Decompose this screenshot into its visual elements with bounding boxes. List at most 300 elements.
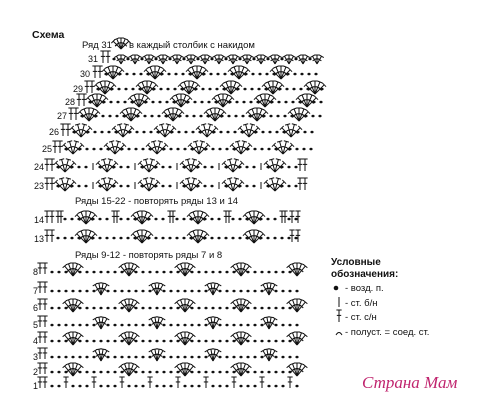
chain-stitch [204,290,207,293]
chain-stitch [201,88,204,91]
chain-stitch [127,148,130,151]
chain-stitch [181,73,184,76]
chain-stitch [178,115,181,118]
chain-stitch [162,340,165,343]
chain-stitch [259,237,262,240]
chain-stitch [134,340,137,343]
chain-stitch [252,166,255,169]
chain-stitch [175,237,178,240]
double-crochet-bar [119,130,123,131]
chain-stitch [260,371,263,374]
chain-stitch [281,371,284,374]
double-crochet-top [108,159,113,160]
chain-stitch [260,324,263,327]
chain-stitch [85,371,88,374]
chain-stitch [284,101,287,104]
legend-title-line2: обозначения: [331,269,399,280]
double-crochet-top [269,159,274,160]
double-crochet-top [208,124,213,125]
chain-stitch [119,218,122,221]
chain-stitch [182,58,185,61]
slip-stitch [336,333,342,336]
double-crochet-top [276,178,281,179]
row-number-2: 2 [32,367,38,377]
chain-stitch [150,115,153,118]
chain-stitch [169,290,172,293]
chain-stitch [288,148,291,151]
chain-stitch [106,371,109,374]
chain-stitch [253,307,256,310]
chain-stitch [192,115,195,118]
double-crochet-top [250,124,255,125]
chain-stitch [125,73,128,76]
chain-stitch [152,88,155,91]
chain-stitch [291,101,294,104]
chain-stitch [57,307,60,310]
double-crochet-bar [61,165,65,166]
double-crochet-bar [229,184,233,185]
chain-stitch [258,73,261,76]
double-crochet-top [82,124,87,125]
double-crochet-stitch [297,366,305,376]
chain-stitch [99,148,102,151]
chain-stitch [260,340,263,343]
double-crochet-bar [123,130,127,131]
chain-stitch [300,73,303,76]
double-crochet-top [242,141,247,142]
chain-stitch [236,88,239,91]
chain-stitch [225,371,228,374]
chain-stitch [190,307,193,310]
chain-stitch [246,340,249,343]
double-crochet-bar [241,147,245,148]
chain-stitch [292,88,295,91]
chain-stitch [199,115,202,118]
chain-stitch [211,371,214,374]
chain-stitch [281,356,284,359]
chain-stitch [274,324,277,327]
chain-stitch [176,148,179,151]
chain-stitch [134,307,137,310]
chain-stitch [210,237,213,240]
chain-stitch [288,356,291,359]
chain-stitch [203,185,206,188]
chain-stitch [50,307,53,310]
row-number-24: 24 [33,162,44,172]
chain-stitch [141,148,144,151]
chain-stitch [244,73,247,76]
chain-stitch [238,218,241,221]
chain-stitch [70,166,73,169]
chain-stitch [148,340,151,343]
chain-stitch [254,131,257,134]
chain-stitch [183,324,186,327]
chain-stitch [85,356,88,359]
chain-stitch [281,271,284,274]
double-crochet-top [200,141,205,142]
chain-stitch [250,88,253,91]
double-crochet-bar [245,130,249,131]
chain-stitch [196,58,199,61]
chain-stitch [50,290,53,293]
chain-stitch [253,290,256,293]
chain-stitch [126,185,129,188]
chain-stitch [162,307,165,310]
chain-stitch [274,385,277,388]
row-number-7: 7 [32,286,38,296]
chain-stitch [141,307,144,310]
chain-stitch [294,166,297,169]
chain-stitch [259,218,262,221]
chain-stitch [162,324,165,327]
chain-stitch [320,88,323,91]
double-crochet-bar [149,184,153,185]
chain-stitch [246,271,249,274]
row-number-31: 31 [87,54,98,64]
chain-stitch [197,356,200,359]
chain-stitch [218,148,221,151]
chain-stitch [113,271,116,274]
row-number-5: 5 [32,320,38,330]
double-crochet-bar [237,147,241,148]
chain-stitch [141,324,144,327]
chain-stitch [148,290,151,293]
chain-stitch [273,218,276,221]
chain-stitch [101,115,104,118]
chain-stitch [219,131,222,134]
chain-stitch [155,385,158,388]
double-crochet-bar [157,147,161,148]
legend-title-line1: Условные [331,257,381,268]
chain-stitch [253,340,256,343]
chain-stitch [154,58,157,61]
chain-stitch [169,340,172,343]
double-crochet-top [185,159,190,160]
chain-stitch [85,148,88,151]
chain-stitch [112,58,115,61]
double-crochet-bar [65,165,69,166]
chain-stitch [295,290,298,293]
double-crochet-bar [187,165,191,166]
chain-stitch [274,371,277,374]
chain-stitch [78,371,81,374]
chain-stitch [296,131,299,134]
double-crochet-top [285,124,290,125]
chain-stitch [162,148,165,151]
chain-stitch [283,115,286,118]
chain-stitch [141,385,144,388]
chain-stitch [78,271,81,274]
chain-stitch [131,88,134,91]
chain-stitch [106,290,109,293]
chain-stitch [139,73,142,76]
chain-stitch [238,237,241,240]
chain-stitch [215,88,218,91]
double-crochet-top [269,178,274,179]
double-crochet-top [192,159,197,160]
chain-stitch [197,324,200,327]
chain-stitch [162,356,165,359]
chain-stitch [239,324,242,327]
chain-stitch [307,73,310,76]
chain-stitch [78,290,81,293]
chain-stitch [117,88,120,91]
chain-stitch [84,185,87,188]
chain-stitch [148,356,151,359]
chain-stitch [100,131,103,134]
chain-stitch [102,101,105,104]
row-number-1: 1 [32,381,38,391]
double-crochet-top [166,124,171,125]
chain-stitch [303,131,306,134]
chain-stitch [119,166,122,169]
double-crochet-bar [187,184,191,185]
chain-stitch [239,356,242,359]
chain-stitch [210,58,213,61]
chain-stitch [227,115,230,118]
chain-stitch [182,237,185,240]
legend-item-slip-stitch: - полуст. = соед. ст. [345,327,430,338]
double-crochet-top [227,159,232,160]
chain-stitch [143,115,146,118]
chain-stitch [57,324,60,327]
chain-stitch [141,371,144,374]
double-crochet-top [109,141,114,142]
chain-stitch [253,356,256,359]
chain-stitch [267,371,270,374]
chain-stitch [176,290,179,293]
legend-item-double-crochet: - ст. с/н [345,312,377,323]
chain-stitch [302,148,305,151]
chain-stitch [253,271,256,274]
chain-stitch [183,290,186,293]
double-crochet-top [124,124,129,125]
chain-stitch [56,237,59,240]
chain-stitch [85,385,88,388]
chain-stitch [228,101,231,104]
chain-stitch [197,385,200,388]
chain-stitch [144,101,147,104]
chain-stitch [106,340,109,343]
chain-stitch [162,290,165,293]
chain-stitch [218,307,221,310]
chain-stitch [287,218,290,221]
chain-stitch [246,385,249,388]
chain-stitch [260,271,263,274]
row-number-26: 26 [48,127,59,137]
chain-stitch [253,371,256,374]
chain-stitch [84,166,87,169]
chain-stitch [190,271,193,274]
chain-stitch [113,324,116,327]
double-crochet-top [235,141,240,142]
chain-stitch [50,271,53,274]
chain-stitch [288,290,291,293]
chain-stitch [183,148,186,151]
chain-stitch [268,131,271,134]
double-crochet-stitch [297,302,305,312]
double-crochet-bar [287,130,291,131]
double-crochet-bar [271,184,275,185]
chain-stitch [204,340,207,343]
chain-stitch [177,131,180,134]
chain-stitch [126,237,129,240]
double-crochet-top [234,159,239,160]
chain-stitch [281,340,284,343]
double-crochet-top [101,159,106,160]
chain-stitch [92,271,95,274]
chain-stitch [218,290,221,293]
chain-stitch [203,166,206,169]
chain-stitch [77,185,80,188]
double-crochet-top [74,141,79,142]
chain-stitch [267,385,270,388]
chain-stitch [193,101,196,104]
chain-stitch [175,218,178,221]
double-crochet-top [159,124,164,125]
chain-stitch [126,218,129,221]
chain-stitch [220,115,223,118]
chain-stitch [155,271,158,274]
chain-stitch [275,131,278,134]
double-crochet-bar [73,147,77,148]
chain-stitch [211,340,214,343]
chain-stitch [235,101,238,104]
chain-stitch [217,218,220,221]
double-crochet-bar [103,165,107,166]
double-crochet-top [66,159,71,160]
chain-stitch [169,148,172,151]
chain-stitch [142,131,145,134]
chain-stitch [253,148,256,151]
chain-stitch [147,237,150,240]
chain-stitch [295,356,298,359]
chain-stitch [71,290,74,293]
double-crochet-bar [233,165,237,166]
double-crochet-top [143,178,148,179]
chain-stitch [267,271,270,274]
chain-stitch [92,290,95,293]
chain-stitch [98,237,101,240]
double-crochet-bar [149,165,153,166]
chain-stitch [155,340,158,343]
chain-stitch [167,73,170,76]
double-crochet-top [185,178,190,179]
chain-stitch [120,290,123,293]
chain-stitch [223,73,226,76]
chain-stitch [269,115,272,118]
chain-stitch [287,185,290,188]
chain-stitch [285,88,288,91]
row-number-13: 13 [33,234,44,244]
double-crochet-top [227,178,232,179]
chain-stitch [112,166,115,169]
chain-stitch [71,356,74,359]
chain-stitch [92,324,95,327]
chain-stitch [169,324,172,327]
chain-stitch [115,115,118,118]
chain-stitch [92,307,95,310]
chain-stitch [252,185,255,188]
chain-stitch [168,58,171,61]
chain-stitch [63,218,66,221]
chain-stitch [211,148,214,151]
chain-stitch [196,185,199,188]
chain-stitch [246,290,249,293]
chain-stitch [184,131,187,134]
double-crochet-top [59,178,64,179]
chain-stitch [182,218,185,221]
chain-stitch [174,73,177,76]
chain-stitch [105,218,108,221]
double-crochet-bar [199,147,203,148]
chain-stitch [94,115,97,118]
chain-stitch [169,307,172,310]
chain-stitch [148,324,151,327]
chain-stitch [123,101,126,104]
chain-stitch [224,58,227,61]
double-crochet-bar [279,147,283,148]
chain-stitch [211,271,214,274]
chain-stitch [91,218,94,221]
double-crochet-top [101,178,106,179]
chain-stitch [168,166,171,169]
chain-stitch [190,340,193,343]
chain-stitch [204,148,207,151]
double-crochet-top [151,141,156,142]
chain-stitch [50,340,53,343]
chain-stitch [295,385,298,388]
chain-stitch [246,307,249,310]
chain-stitch [311,115,314,118]
chain-stitch [85,290,88,293]
chain-stitch [234,115,237,118]
chain-stitch [176,324,179,327]
double-crochet-bar [77,130,81,131]
double-crochet-top [66,178,71,179]
chain-stitch [225,340,228,343]
chain-stitch [126,58,129,61]
chain-stitch [294,218,297,221]
chain-stitch [267,307,270,310]
legend-symbol-chain [334,286,339,291]
chain-stitch [85,307,88,310]
chain-stitch [210,185,213,188]
chain-stitch [78,148,81,151]
double-crochet-bar [249,130,253,131]
chain-stitch [299,88,302,91]
chain-stitch [204,324,207,327]
chain-stitch [135,131,138,134]
chain-stitch [191,131,194,134]
chain-stitch [132,73,135,76]
chain-stitch [280,58,283,61]
chain-stitch [119,185,122,188]
chain-stitch [63,237,66,240]
chain-stitch [246,148,249,151]
chain-stitch [126,166,129,169]
double-crochet-top [143,159,148,160]
chain-stitch [50,324,53,327]
chain-stitch [273,237,276,240]
chain-stitch [128,131,131,134]
chain-stitch [197,340,200,343]
chain-stitch [118,73,121,76]
chain-stitch [225,271,228,274]
chain-stitch [312,101,315,104]
chain-stitch [197,307,200,310]
chain-stitch [140,58,143,61]
